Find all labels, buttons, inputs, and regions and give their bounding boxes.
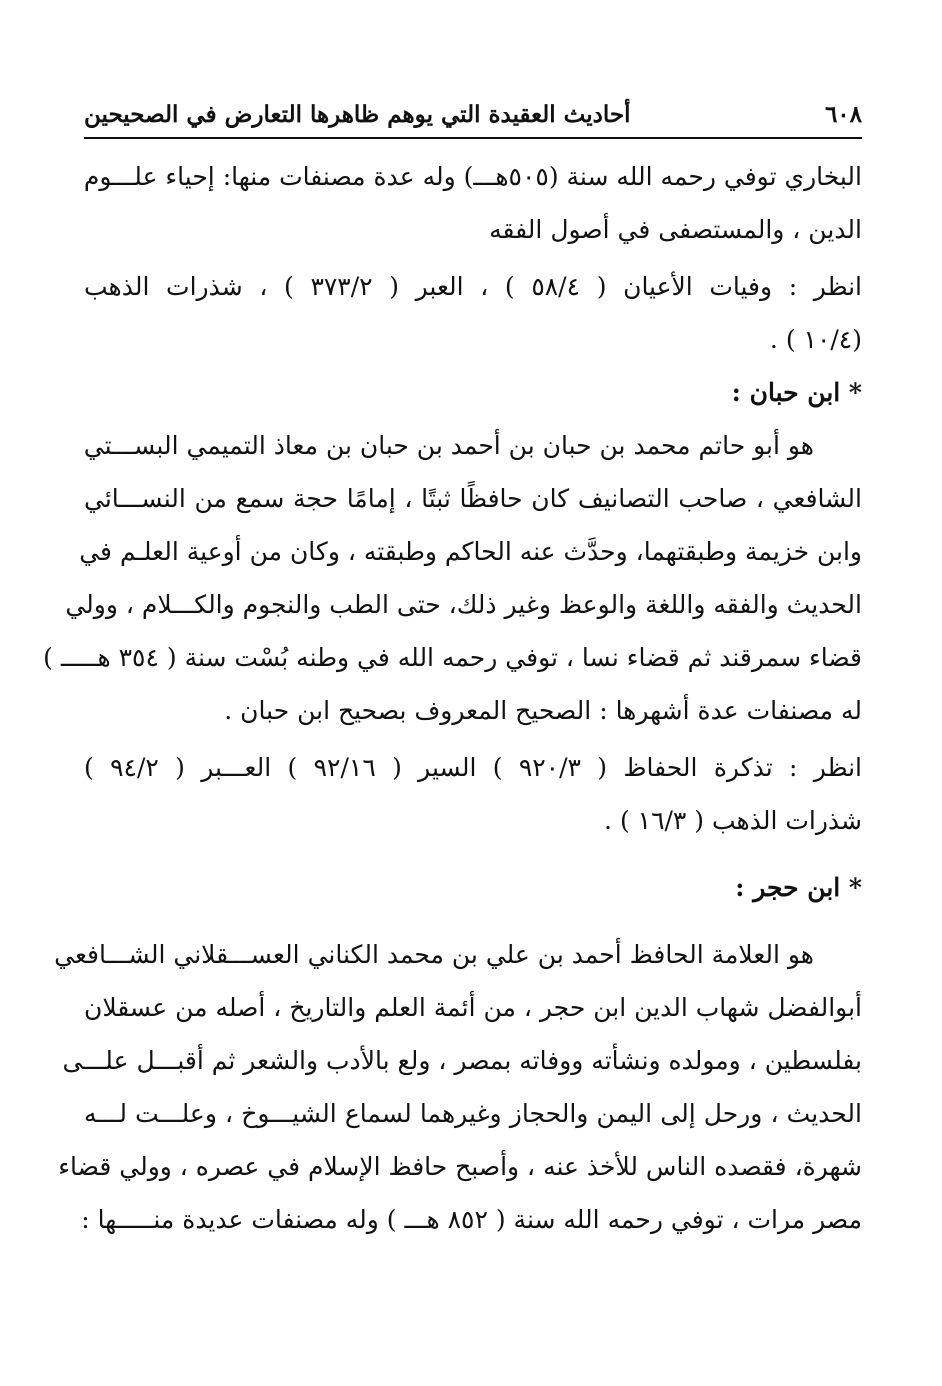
spacer xyxy=(84,914,862,928)
text-line: أبوالفضل شهاب الدين ابن حجر ، من أئمة العلم والتاريخ ، أصله من عسقلان xyxy=(84,993,862,1022)
spacer xyxy=(84,847,862,861)
reference-line: شذرات الذهب ( ١٦/٣ ) . xyxy=(604,806,862,835)
text-line: الحديث ، ورحل إلى اليمن والحجاز وغيرهما لسماع الشيـــوخ ، وعلـــت لـــه xyxy=(84,1099,862,1128)
page-number: ٦٠٨ xyxy=(824,100,862,128)
text-line: بفلسطين ، ومولده ونشأته ووفاته بمصر ، ولع بالأدب والشعر ثم أقبـــل علـــى xyxy=(62,1046,862,1075)
text-line: الشافعي ، صاحب التصانيف كان حافظًا ثبتًا ، إمامًا حجة سمع من النســـائي xyxy=(84,484,862,513)
text-line: قضاء سمرقند ثم قضاء نسا ، توفي رحمه الله في وطنه بُسْت سنة ( ٣٥٤ هـــــ ) xyxy=(43,643,862,672)
text-line: هو أبو حاتم محمد بن حبان بن أحمد بن حبان بن معاذ التميمي البســـتي xyxy=(83,431,814,460)
header-divider xyxy=(84,137,862,139)
text-line: الدين ، والمستصفى في أصول الفقه xyxy=(489,215,862,244)
text-line: البخاري توفي رحمه الله سنة (٥٠٥هـــ) وله عدة مصنفات منها: إحياء علـــوم xyxy=(83,162,862,191)
page-header xyxy=(84,96,862,132)
text-line: الحديث والفقه واللغة والوعظ وغير ذلك، حتى الطب والنجوم والكـــلام ، وولي xyxy=(65,590,862,619)
text-line: شهرة، فقصده الناس للأخذ عنه ، وأصبح حافظ الإسلام في عصره ، وولي قضاء xyxy=(58,1152,862,1181)
reference-line: انظر : تذكرة الحفاظ ( ٩٢٠/٣ ) السير ( ٩٢/١٦ ) العـــبر ( ٩٤/٢ ) xyxy=(84,753,863,782)
running-title: أحاديث العقيدة التي يوهم ظاهرها التعارض في الصحيحين xyxy=(84,100,631,128)
entry-heading: * ابن حبان : xyxy=(731,378,862,407)
page-body xyxy=(43,150,863,1246)
entry-heading: * ابن حجر : xyxy=(735,873,862,902)
reference-line: انظر : وفيات الأعيان ( ٥٨/٤ ) ، العبر ( ٣٧٣/٢ ) ، شذرات الذهب xyxy=(84,272,862,301)
reference-line: (١٠/٤ ) . xyxy=(769,325,862,354)
text-line: هو العلامة الحافظ أحمد بن علي بن محمد الكناني العســـقلاني الشـــافعي xyxy=(54,940,814,969)
text-line: مصر مرات ، توفي رحمه الله سنة ( ٨٥٢ هـــ ) وله مصنفات عديدة منـــــها : xyxy=(81,1205,862,1234)
text-line: وابن خزيمة وطبقتهما، وحدَّث عنه الحاكم وطبقته ، وكان من أوعية العلـم في xyxy=(79,537,862,566)
text-line: له مصنفات عدة أشهرها : الصحيح المعروف بصحيح ابن حبان . xyxy=(224,696,862,725)
